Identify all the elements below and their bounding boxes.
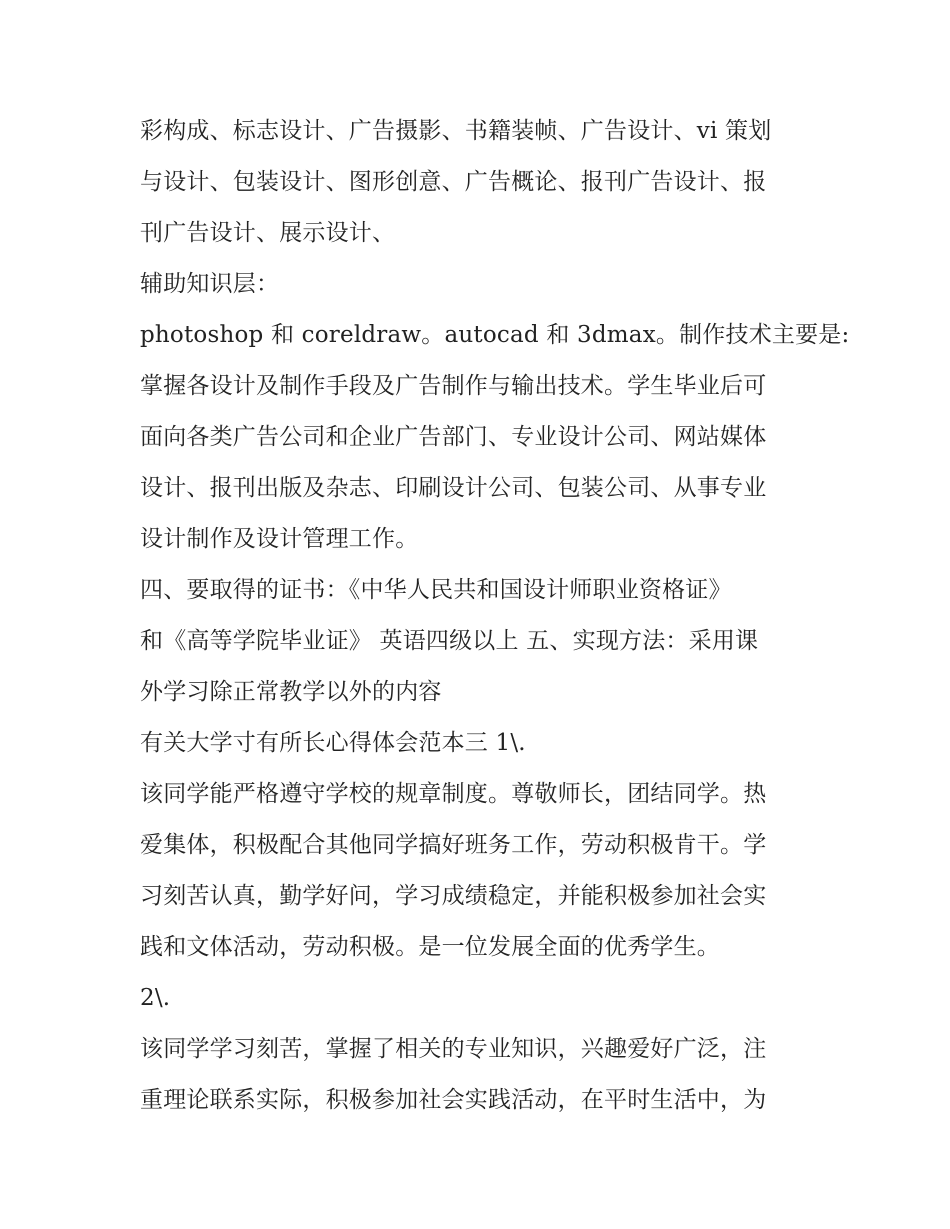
text-line: 外学习除正常教学以外的内容 xyxy=(140,679,442,705)
list-number: 2\. xyxy=(140,985,171,1011)
text-line: 刊广告设计、展示设计、 xyxy=(140,220,396,246)
section-heading: 有关大学寸有所长心得体会范本三 1\. xyxy=(140,730,526,756)
text-line: 掌握各设计及制作手段及广告制作与输出技术。学生毕业后可 xyxy=(140,373,767,399)
text-line: 该同学学习刻苦，掌握了相关的专业知识，兴趣爱好广泛，注 xyxy=(140,1036,767,1062)
text-line: 习刻苦认真，勤学好问，学习成绩稳定，并能积极参加社会实 xyxy=(140,883,767,909)
text-line: 设计、报刊出版及杂志、印刷设计公司、包装公司、从事专业 xyxy=(140,475,767,501)
text-line: 与设计、包装设计、图形创意、广告概论、报刊广告设计、报 xyxy=(140,169,767,195)
text-line: 爱集体，积极配合其他同学搞好班务工作，劳动积极肯干。学 xyxy=(140,832,767,858)
text-line: 重理论联系实际，积极参加社会实践活动，在平时生活中，为 xyxy=(140,1087,767,1113)
text-line: 该同学能严格遵守学校的规章制度。尊敬师长，团结同学。热 xyxy=(140,781,767,807)
text-line: 彩构成、标志设计、广告摄影、书籍装帧、广告设计、vi 策划 xyxy=(140,118,772,144)
text-line: 践和文体活动，劳动积极。是一位发展全面的优秀学生。 xyxy=(140,934,720,960)
document-body xyxy=(140,106,850,1126)
text-line: photoshop 和 coreldraw。autocad 和 3dmax。制作技术主要是: xyxy=(140,322,850,348)
section-heading: 辅助知识层： xyxy=(140,271,280,297)
text-line: 和《高等学院毕业证》 英语四级以上 五、实现方法：采用课 xyxy=(140,628,759,654)
text-line: 设计制作及设计管理工作。 xyxy=(140,526,419,552)
text-line: 四、要取得的证书：《中华人民共和国设计师职业资格证》 xyxy=(140,577,732,603)
text-line: 面向各类广告公司和企业广告部门、专业设计公司、网站媒体 xyxy=(140,424,767,450)
